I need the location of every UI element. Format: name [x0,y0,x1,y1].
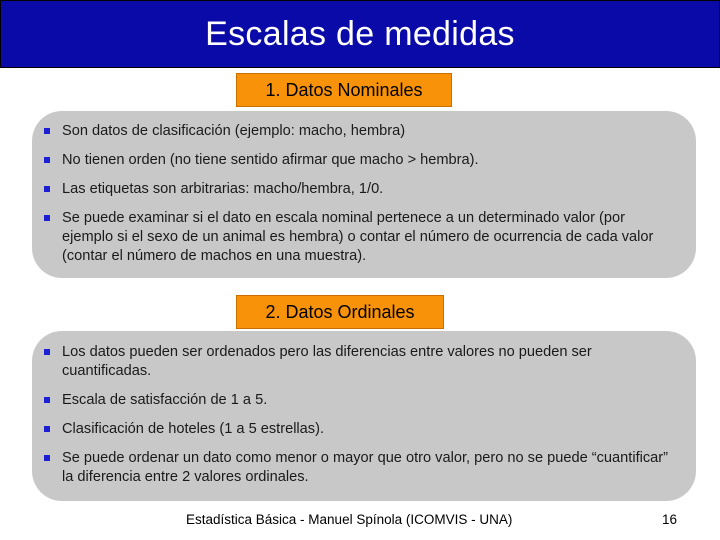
panel-nominal [32,111,696,278]
bullet-text: No tienen orden (no tiene sentido afirmar que macho > hembra). [62,152,479,168]
bullet-text: Clasificación de hoteles (1 a 5 estrellas). [62,421,325,437]
bullet-text: Las etiquetas son arbitrarias: macho/hembra, 1/0. [62,181,384,197]
bullet-text: Los datos pueden ser ordenados pero las diferencias entre valores no pueden ser cuantificadas. [62,344,592,379]
title-bar [0,0,720,68]
bullet-text: Escala de satisfacción de 1 a 5. [62,392,268,408]
square-bullet-icon [44,349,50,355]
list-item [44,151,680,170]
square-bullet-icon [44,215,50,221]
list-item [44,449,680,487]
footer-text: Estadística Básica - Manuel Spínola (ICOMVIS - UNA) [186,512,513,527]
square-bullet-icon [44,128,50,134]
section-label-ordinal: 2. Datos Ordinales [236,295,444,329]
list-item [44,122,680,141]
list-item [44,343,680,381]
list-item [44,209,680,266]
square-bullet-icon [44,397,50,403]
bullet-list-ordinal [44,343,680,487]
bullet-text: Se puede examinar si el dato en escala nominal pertenece a un determinado valor (por ejemplo si el sexo de un animal es hembra) o contar el número de ocurrencia de cada valor (contar el número de machos en una muestra). [62,210,654,264]
bullet-text: Son datos de clasificación (ejemplo: macho, hembra) [62,123,406,139]
bullet-list-nominal [44,122,680,266]
panel-ordinal [32,331,696,501]
list-item [44,420,680,439]
square-bullet-icon [44,426,50,432]
list-item [44,391,680,410]
square-bullet-icon [44,157,50,163]
page-number: 16 [662,512,678,527]
section-label-nominal: 1. Datos Nominales [236,73,452,107]
square-bullet-icon [44,455,50,461]
slide-title: Escalas de medidas [205,14,515,53]
bullet-text: Se puede ordenar un dato como menor o mayor que otro valor, pero no se puede “cuantificar” la diferencia entre 2 valores ordinales. [62,450,669,485]
square-bullet-icon [44,186,50,192]
list-item [44,180,680,199]
footer [0,512,720,532]
